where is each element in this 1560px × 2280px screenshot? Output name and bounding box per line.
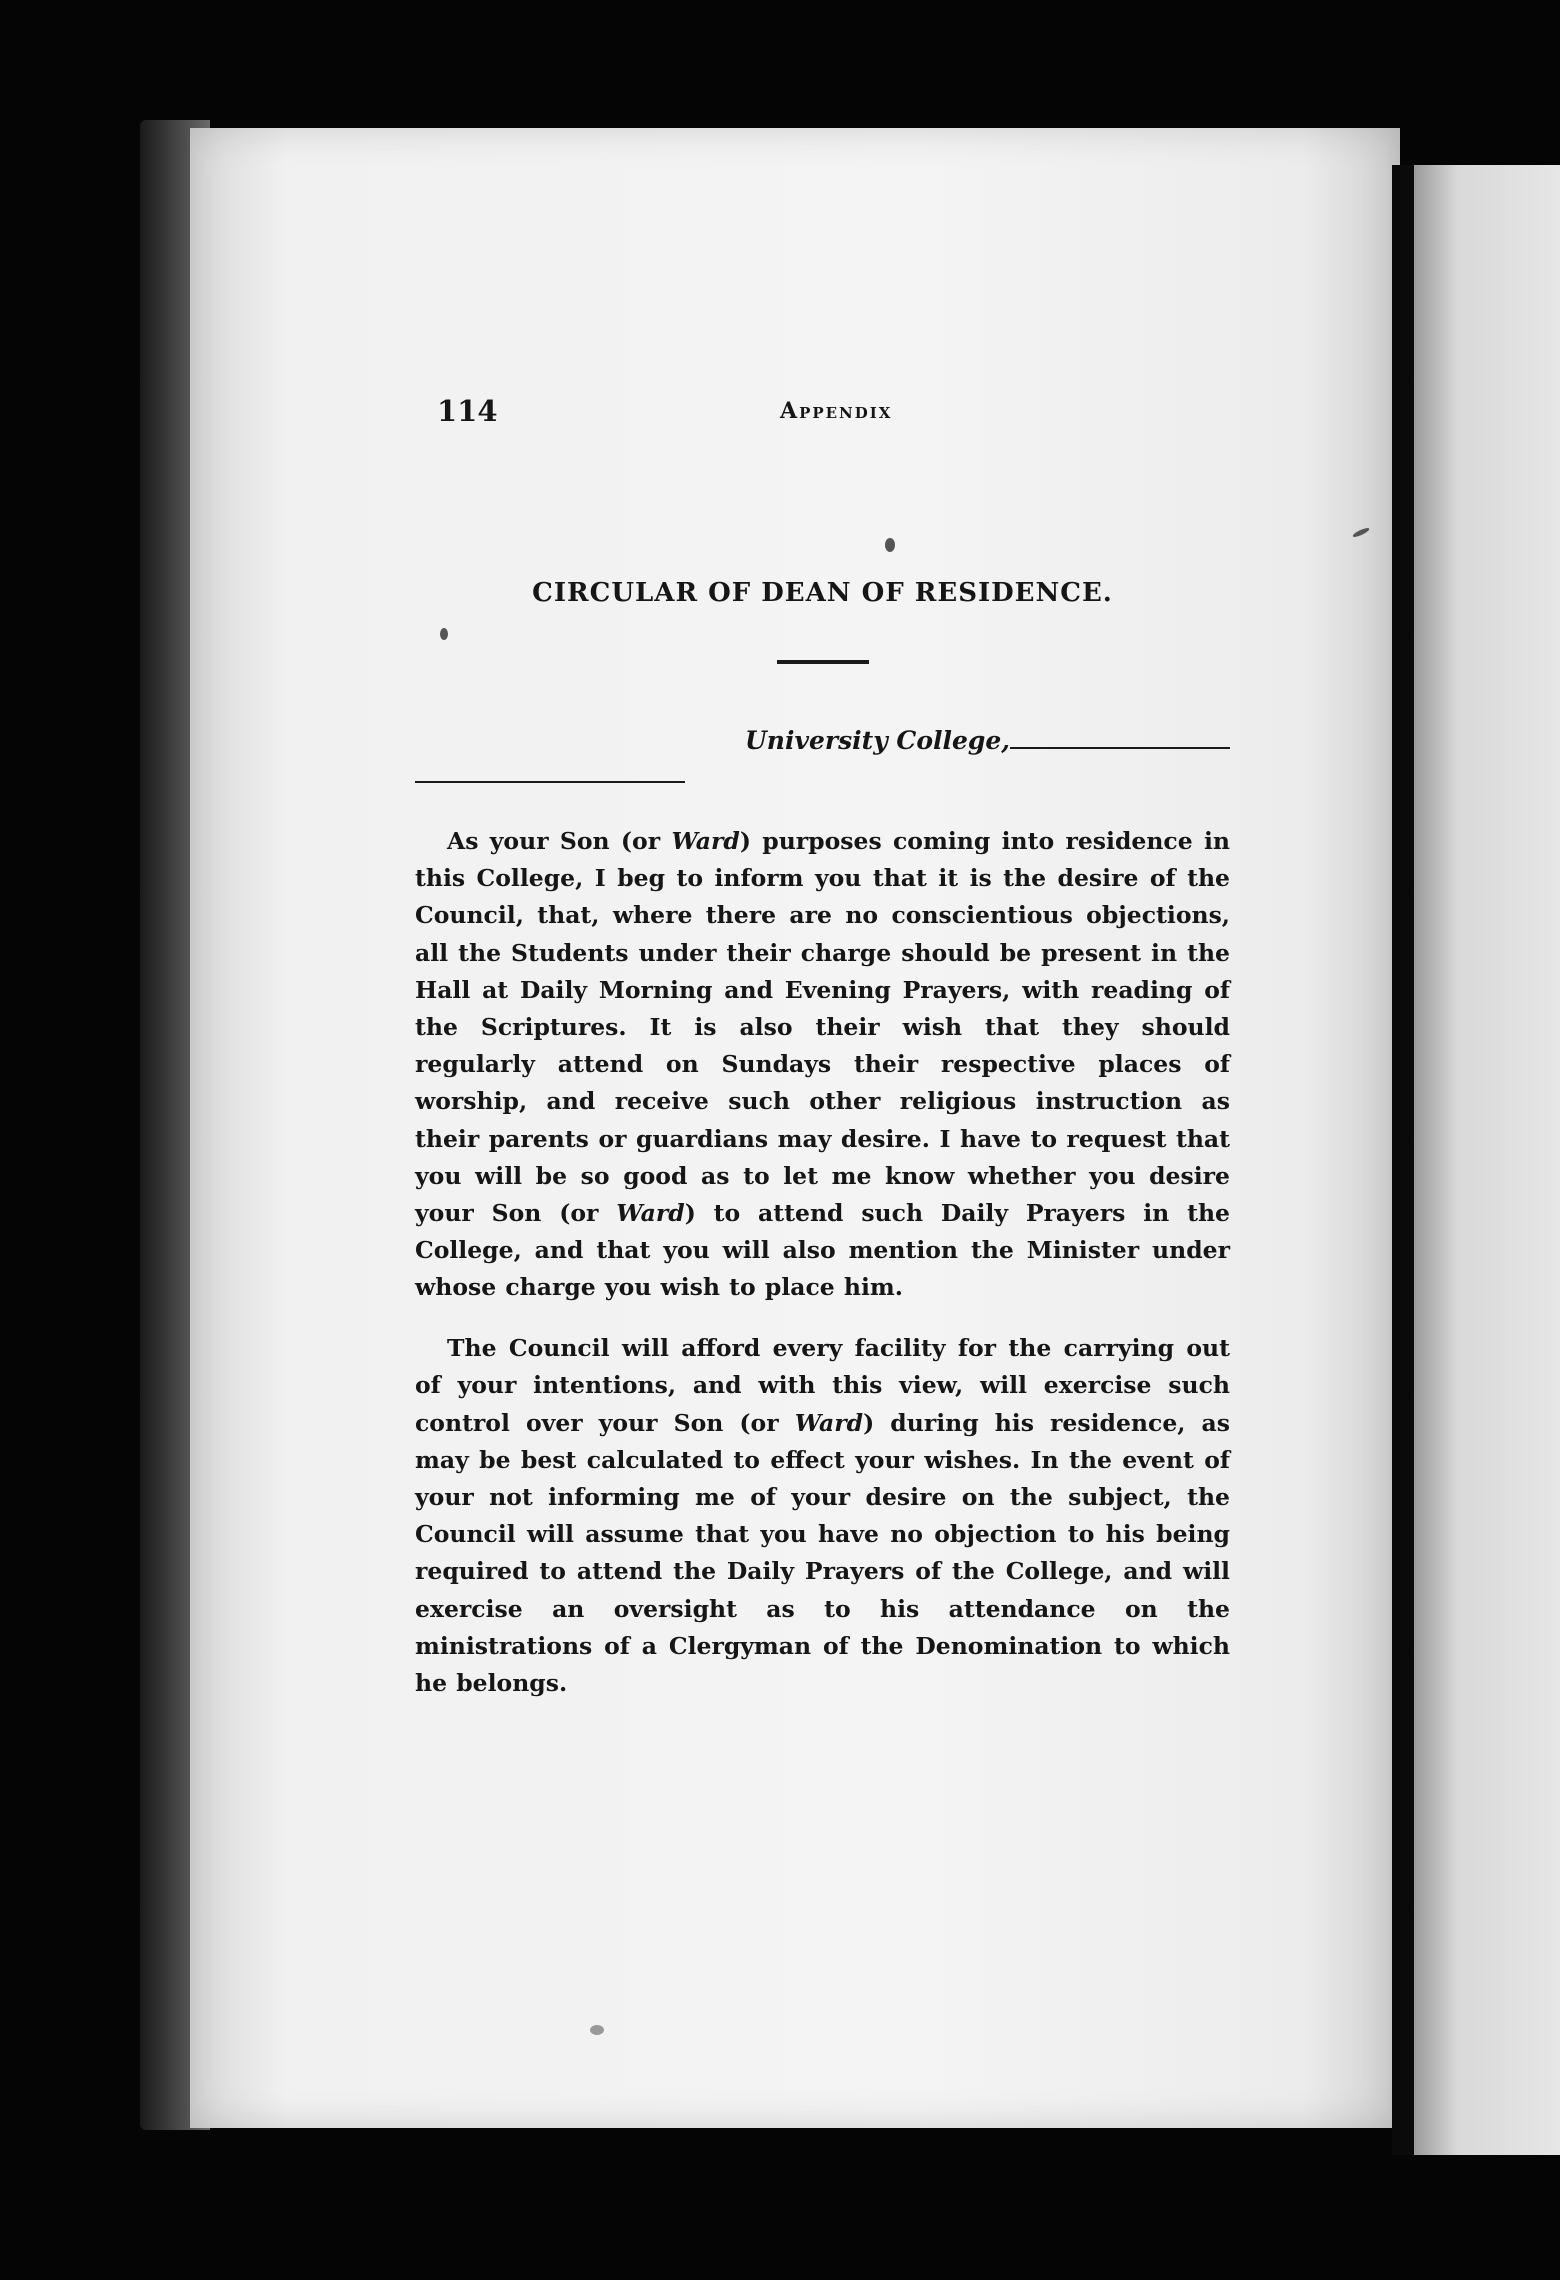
page-number: 114 bbox=[437, 394, 498, 428]
scan-mark bbox=[590, 2025, 604, 2035]
text-segment: ) to attend such Daily Prayers in the College, and that you will also mention the Minister under whose charge you wish to place him. bbox=[415, 1199, 1230, 1302]
address-blank bbox=[1010, 727, 1230, 749]
text-segment: The Council will afford every facility for the carrying out of your intentions, and with this view, will exercise such control over your Son (or bbox=[415, 1334, 1230, 1437]
text-segment-italic: Ward bbox=[616, 1199, 685, 1228]
title-rule bbox=[777, 660, 869, 664]
running-head: Appendix bbox=[780, 398, 893, 424]
salutation-blank bbox=[415, 781, 685, 783]
page-gutter bbox=[1392, 165, 1414, 2155]
address-line bbox=[415, 726, 1230, 755]
page-header bbox=[415, 380, 1230, 430]
paragraph bbox=[415, 823, 1230, 1307]
page-text-block bbox=[415, 380, 1230, 1726]
facing-page-edge bbox=[1414, 165, 1560, 2155]
text-segment: As your Son (or bbox=[447, 827, 672, 855]
text-segment-italic: Ward bbox=[671, 827, 740, 855]
text-segment-italic: Ward bbox=[794, 1408, 864, 1437]
circular-title: CIRCULAR OF DEAN OF RESIDENCE. bbox=[532, 578, 1113, 608]
text-segment: ) purposes coming into residence in this College, I beg to inform you that it is the desire of the Council, that, where there are no conscientious objections, all the Students under their charge should be present in the Hall at Daily Morning and Evening Prayers, with reading of the Scriptures. It is also their wish that they should regularly attend on Sundays their respective places of worship, and receive such other religious instruction as their parents or guardians may desire. I have to request that you will be so good as to let me know whether you desire your Son (or bbox=[415, 827, 1231, 1228]
paragraph bbox=[415, 1330, 1230, 1702]
address-college: University College, bbox=[745, 726, 1010, 755]
text-segment: ) during his residence, as may be best calculated to effect your wishes. In the event of your not informing me of your desire on the subject, the Council will assume that you have no objection to his being required to attend the Daily Prayers of the College, and will exercise an oversight as to his attendance on the ministrations of a Clergyman of the Denomination to which he belongs. bbox=[415, 1408, 1230, 1697]
